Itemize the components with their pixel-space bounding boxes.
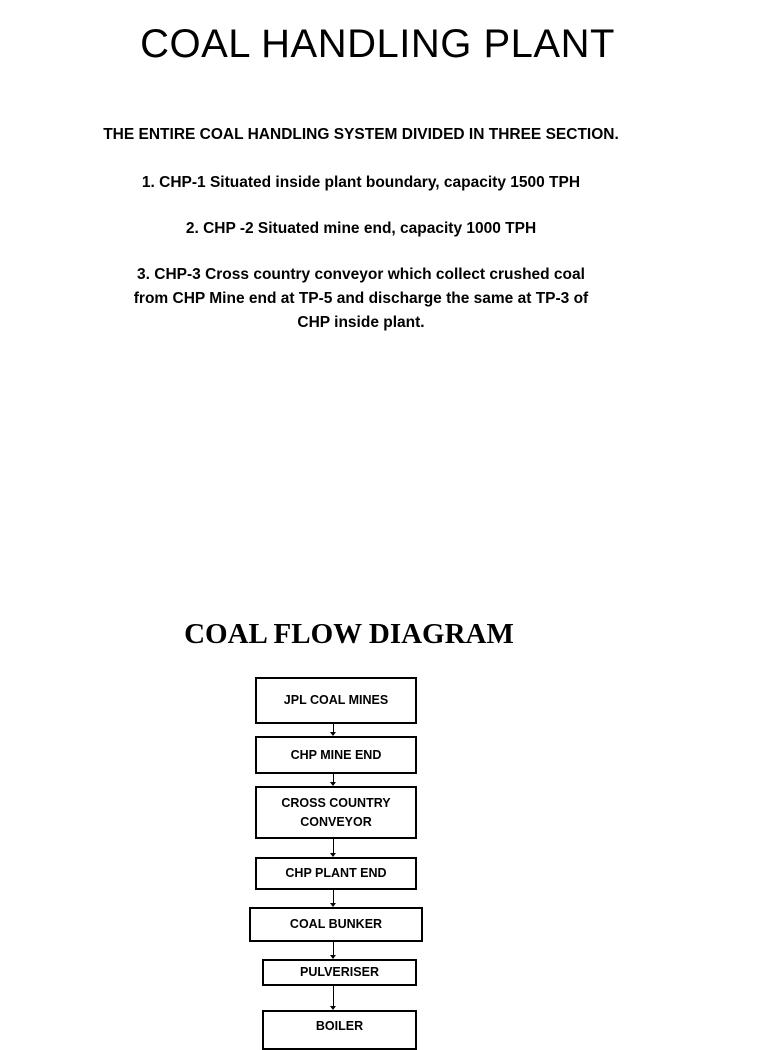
flow-step-cross-country-conveyor	[255, 786, 417, 839]
diagram-title: COAL FLOW DIAGRAM	[184, 618, 514, 650]
flow-step-label: BOILER	[315, 1019, 364, 1033]
intro-text: THE ENTIRE COAL HANDLING SYSTEM DIVIDED IN THREE SECTION.	[103, 126, 619, 143]
flow-step-label: COAL BUNKER	[289, 917, 383, 931]
flow-step-pulveriser	[262, 959, 417, 986]
section-1-text: 1. CHP-1 Situated inside plant boundary, capacity 1500 TPH	[141, 174, 581, 191]
flow-step-chp-plant-end	[255, 857, 417, 890]
flow-step-boiler	[262, 1010, 417, 1050]
flow-step-label: PULVERISER	[300, 965, 379, 979]
section-3-line-1: 3. CHP-3 Cross country conveyor which collect crushed coal	[137, 266, 585, 283]
section-2-text: 2. CHP -2 Situated mine end, capacity 1000 TPH	[185, 220, 537, 237]
flow-step-label-line-2: CONVEYOR	[300, 814, 372, 829]
section-3-line-2: from CHP Mine end at TP-5 and discharge the same at TP-3 of	[133, 290, 589, 307]
flow-step-coal-bunker	[249, 907, 423, 942]
flow-step-label: JPL COAL MINES	[283, 693, 389, 707]
flow-step-label-line-1: CROSS COUNTRY	[281, 795, 391, 810]
flow-step-label: CHP PLANT END	[285, 866, 387, 880]
flow-step-label: CHP MINE END	[290, 747, 382, 762]
flow-step-chp-mine-end	[255, 736, 417, 774]
page-title: COAL HANDLING PLANT	[140, 22, 615, 66]
flow-step-jpl-coal-mines	[255, 677, 417, 724]
section-3-line-3: CHP inside plant.	[297, 314, 425, 331]
